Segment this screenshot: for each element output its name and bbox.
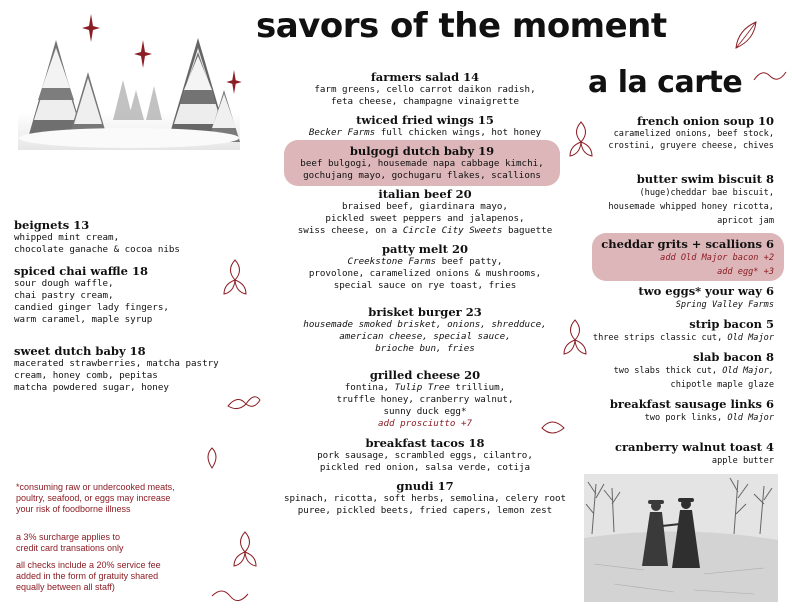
item-desc: two slabs thick cut, <box>613 366 723 376</box>
item-source: Circle City Sweets <box>402 225 503 236</box>
item-source: Creekstone Farms <box>347 256 437 267</box>
item-desc: beef patty, <box>436 256 503 267</box>
ice-skaters-illustration <box>584 474 778 602</box>
item-desc: sunny duck egg* <box>383 406 467 417</box>
item-name: cranberry walnut toast 4 <box>614 440 774 454</box>
menu-item-breakfast-sausage <box>578 397 774 425</box>
item-name: cheddar grits + scallions 6 <box>601 237 774 251</box>
item-desc: swiss cheese, on a <box>297 225 403 236</box>
leaf-icon <box>226 390 262 420</box>
item-desc: chipotle maple glaze <box>670 380 774 390</box>
item-desc: trillium, <box>449 382 506 393</box>
notice-line: added in the form of gratuity shared <box>16 571 159 581</box>
menu-item-slab-bacon <box>578 350 774 392</box>
item-desc: fontina, <box>344 382 395 393</box>
item-name: gnudi 17 <box>396 479 454 493</box>
menu-item-sweet-dutch-baby <box>14 344 254 394</box>
section-title: a la carte <box>588 65 743 100</box>
item-desc: american cheese, special sauce, <box>339 331 511 342</box>
menu-item-italian-beef <box>276 187 574 237</box>
notice-line: credit card transations only <box>16 543 124 553</box>
item-name: grilled cheese 20 <box>369 368 481 382</box>
item-desc: three strips classic cut, <box>592 333 728 343</box>
item-desc: cream, honey comb, pepitas <box>14 370 158 381</box>
item-source: Spring Valley Farms <box>675 300 774 310</box>
menu-item-cheddar-grits-highlight <box>592 233 784 281</box>
item-source: Old Major <box>727 333 774 343</box>
item-desc: sour dough waffle, <box>14 278 114 289</box>
item-addon: add prosciutto +7 <box>377 418 473 429</box>
sparkle-icon <box>82 14 100 42</box>
item-source: Becker Farms <box>308 127 376 138</box>
menu-item-farmers-salad <box>280 70 570 108</box>
menu-item-beignets <box>14 218 244 256</box>
item-desc: brioche bun, fries <box>375 343 475 354</box>
leaf-icon <box>732 18 762 52</box>
item-source: Tulip Tree <box>394 382 450 393</box>
item-desc: puree, pickled beets, fried capers, lemon zest <box>297 505 553 516</box>
allergy-notice <box>16 482 236 515</box>
item-desc: gochujang mayo, gochugaru flakes, scallions <box>303 170 541 181</box>
menu-item-two-eggs <box>578 284 774 312</box>
item-desc: caramelized onions, beef stock, <box>613 129 774 139</box>
menu-item-breakfast-tacos <box>276 436 574 474</box>
item-name: breakfast tacos 18 <box>365 436 485 450</box>
surcharge-notice <box>16 532 236 554</box>
item-addon: add Old Major bacon +2 <box>660 253 774 263</box>
menu-item-butter-swim-biscuit <box>578 172 774 228</box>
item-desc: candied ginger lady fingers, <box>14 302 169 313</box>
item-name: italian beef 20 <box>378 187 472 201</box>
item-desc: housemade smoked brisket, onions, shredduce, <box>303 319 547 330</box>
item-desc: full chicken wings, hot honey <box>375 127 542 138</box>
item-name: spiced chai waffle 18 <box>14 264 148 278</box>
item-desc: special sauce on rye toast, fries <box>333 280 517 291</box>
item-name: bulgogi dutch baby 19 <box>349 144 495 158</box>
notice-line: your risk of foodborne illness <box>16 504 131 514</box>
item-name: beignets 13 <box>14 218 90 232</box>
item-source: Old Major <box>727 413 774 423</box>
item-desc: apple butter <box>711 456 774 466</box>
item-name: slab bacon 8 <box>693 350 774 364</box>
gratuity-notice <box>16 560 236 593</box>
item-desc: whipped mint cream, <box>14 232 120 243</box>
menu-item-grilled-cheese <box>276 368 574 430</box>
item-desc: feta cheese, champagne vinaigrette <box>330 96 520 107</box>
notice-line: poultry, seafood, or eggs may increase <box>16 493 171 503</box>
item-desc: beef bulgogi, housemade napa cabbage kimchi, <box>300 158 544 169</box>
leaf-icon <box>200 446 224 470</box>
page-title: savors of the moment <box>256 6 667 46</box>
item-name: sweet dutch baby 18 <box>14 344 146 358</box>
item-source: Old Major, <box>722 366 774 376</box>
item-desc: chocolate ganache & cocoa nibs <box>14 244 180 255</box>
item-desc: baguette <box>502 225 553 236</box>
item-name: patty melt 20 <box>382 242 468 256</box>
notice-line: all checks include a 20% service fee <box>16 560 161 570</box>
item-desc: braised beef, giardinara mayo, <box>342 201 508 212</box>
item-desc: housemade whipped honey ricotta, <box>608 202 774 212</box>
item-name: strip bacon 5 <box>689 317 774 331</box>
menu-item-brisket-burger <box>276 305 574 355</box>
notice-line: *consuming raw or undercooked meats, <box>16 482 175 492</box>
item-desc: chai pastry cream, <box>14 290 114 301</box>
item-desc: truffle honey, cranberry walnut, <box>336 394 514 405</box>
winter-trees-illustration <box>18 20 240 150</box>
menu-item-french-onion-soup <box>578 114 774 152</box>
item-desc: pork sausage, scrambled eggs, cilantro, <box>317 450 533 461</box>
item-addon: add egg* +3 <box>717 267 774 277</box>
item-name: french onion soup 10 <box>636 114 774 128</box>
item-desc: farm greens, cello carrot daikon radish, <box>314 84 536 95</box>
item-name: butter swim biscuit 8 <box>636 172 774 186</box>
sparkle-icon <box>226 70 242 94</box>
item-desc: pickled sweet peppers and jalapenos, <box>325 213 525 224</box>
menu-item-strip-bacon <box>578 317 774 345</box>
notice-line: equally between all staff) <box>16 582 115 592</box>
item-desc: matcha powdered sugar, honey <box>14 382 169 393</box>
item-desc: provolone, caramelized onions & mushrooms, <box>308 268 542 279</box>
menu-item-bulgogi-highlight <box>284 140 560 186</box>
swirl-icon <box>752 66 788 86</box>
notice-line: a 3% surcharge applies to <box>16 532 121 542</box>
sparkle-icon <box>134 40 152 68</box>
menu-item-chai-waffle <box>14 264 244 326</box>
item-name: breakfast sausage links 6 <box>609 397 774 411</box>
item-desc: macerated strawberries, matcha pastry <box>14 358 219 369</box>
item-name: farmers salad 14 <box>370 70 480 84</box>
menu-item-gnudi <box>266 479 584 517</box>
item-name: brisket burger 23 <box>368 305 482 319</box>
menu-item-patty-melt <box>276 242 574 292</box>
item-desc: warm caramel, maple syrup <box>14 314 153 325</box>
menu-item-wings <box>280 113 570 139</box>
item-desc: pickled red onion, salsa verde, cotija <box>319 462 531 473</box>
item-name: twiced fried wings 15 <box>356 113 494 127</box>
item-desc: crostini, gruyere cheese, chives <box>608 141 774 151</box>
item-desc: apricot jam <box>717 216 774 226</box>
item-name: two eggs* your way 6 <box>638 284 774 298</box>
item-desc: spinach, ricotta, soft herbs, semolina, celery root <box>283 493 567 504</box>
item-desc: (huge)cheddar bae biscuit, <box>639 188 774 198</box>
item-desc: two pork links, <box>644 413 728 423</box>
menu-item-cranberry-walnut-toast <box>578 440 774 468</box>
